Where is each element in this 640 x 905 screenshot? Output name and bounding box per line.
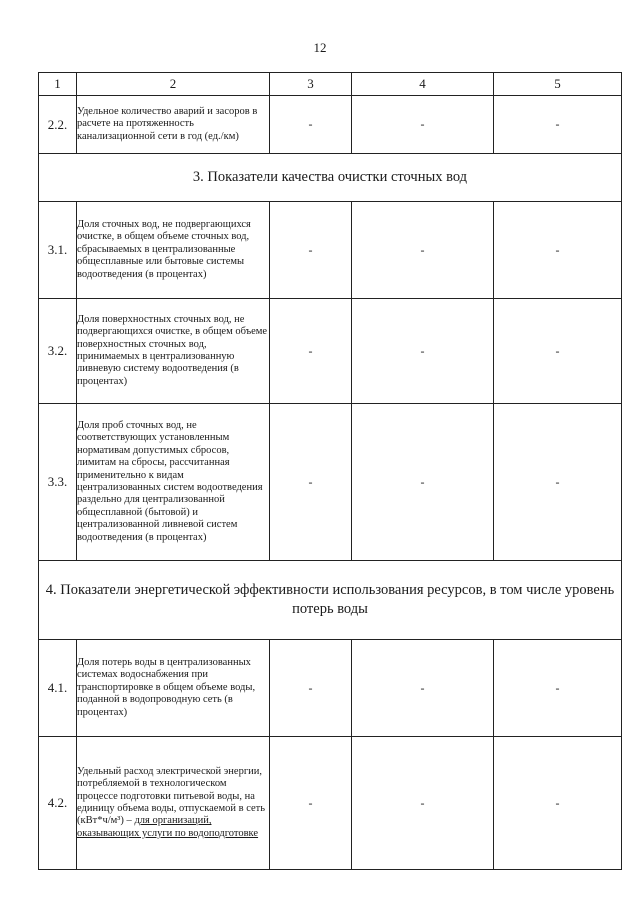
row-description: Удельное количество аварий и засоров в расчете на протяженность канализационной сети в год (ед./км): [77, 96, 270, 154]
indicators-table: [38, 72, 622, 870]
row-number: 3.1.: [39, 202, 77, 299]
table-row: [39, 96, 622, 154]
row-number: 3.2.: [39, 299, 77, 404]
row-description: Доля сточных вод, не подвергающихся очистке, в общем объеме сточных вод, сбрасываемых в централизованные общесплавные или бытовые системы водоотведения (в процентах): [77, 202, 270, 299]
page-number: 12: [313, 40, 327, 55]
row-value: -: [352, 404, 494, 561]
row-value: -: [270, 299, 352, 404]
row-number: 3.3.: [39, 404, 77, 561]
row-description: Доля потерь воды в централизованных системах водоснабжения при транспортировке в общем объеме воды, поданной в водопроводную сеть (в процентах): [77, 640, 270, 737]
column-header: 2: [77, 73, 270, 96]
column-header: 3: [270, 73, 352, 96]
column-header: 1: [39, 73, 77, 96]
row-value: -: [494, 404, 622, 561]
row-number: 4.2.: [39, 737, 77, 870]
table-row: [39, 202, 622, 299]
row-description: [77, 737, 270, 870]
table-row: [39, 404, 622, 561]
row-value: -: [352, 640, 494, 737]
row-description-text: Удельный расход электрической энергии, потребляемой в технологическом процессе подготовки питьевой воды, на единицу объема воды, отпускаемой в сеть (кВт*ч/м³) –: [77, 765, 266, 827]
table-row: [39, 737, 622, 870]
row-number: 2.2.: [39, 96, 77, 154]
row-number: 4.1.: [39, 640, 77, 737]
row-value: -: [270, 737, 352, 870]
row-value: -: [352, 96, 494, 154]
row-value: -: [494, 96, 622, 154]
row-value: -: [270, 640, 352, 737]
row-description: Доля проб сточных вод, не соответствующих установленным нормативам допустимых сбросов, лимитам на сбросы, рассчитанная применительно к видам централизованных систем водоотведения раздельно для централизованной общесплавной (бытовой) и централизованной ливневой систем водоотведения (в процентах): [77, 404, 270, 561]
row-value: -: [270, 404, 352, 561]
row-description-underlined: для организаций, оказывающих услуги по водоподготовке: [77, 815, 259, 839]
row-value: -: [352, 202, 494, 299]
section-title: 4. Показатели энергетической эффективности использования ресурсов, в том числе уровень потерь воды: [39, 561, 622, 640]
row-value: -: [494, 640, 622, 737]
row-value: -: [494, 299, 622, 404]
row-value: -: [270, 96, 352, 154]
row-value: -: [494, 737, 622, 870]
row-value: -: [270, 202, 352, 299]
section-title: 3. Показатели качества очистки сточных вод: [39, 154, 622, 202]
table-row: [39, 299, 622, 404]
row-value: -: [352, 737, 494, 870]
column-header: 4: [352, 73, 494, 96]
section-row: [39, 154, 622, 202]
section-row: [39, 561, 622, 640]
row-value: -: [352, 299, 494, 404]
table-row: [39, 640, 622, 737]
column-header: 5: [494, 73, 622, 96]
row-value: -: [494, 202, 622, 299]
table-header-row: [39, 73, 622, 96]
row-description: Доля поверхностных сточных вод, не подвергающихся очистке, в общем объеме поверхностных сточных вод, принимаемых в централизованную ливневую систему водоотведения (в процентах): [77, 299, 270, 404]
